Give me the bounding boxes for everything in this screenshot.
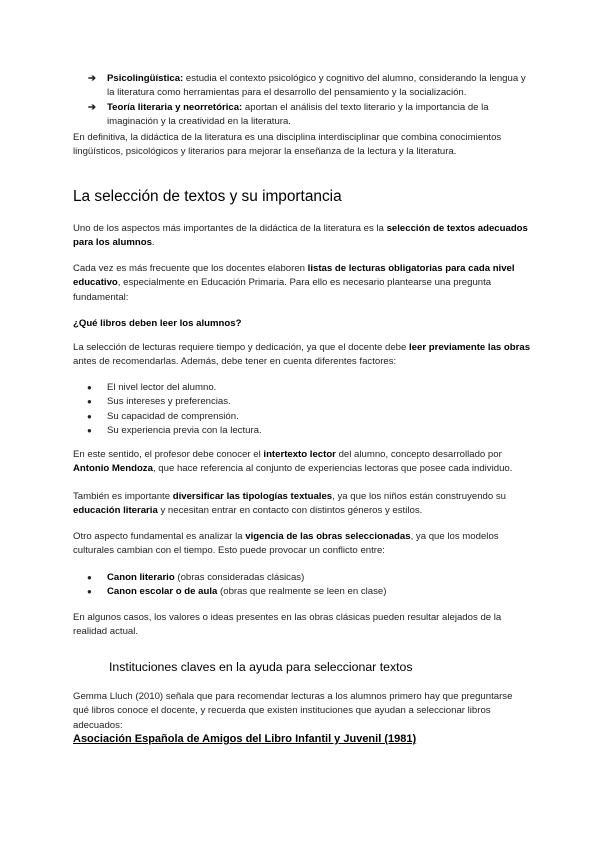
factors-list <box>73 381 531 439</box>
conclusion-paragraph: En definitiva, la didáctica de la literatura es una disciplina interdisciplinar que combina conocimientos lingüísticos, psicológicos y literarios para mejorar la enseñanza de la lectura y la literatura. <box>73 132 502 158</box>
list-item: ➔ Teoría literaria y neorretórica: aportan el análisis del texto literario y la importancia de la imaginación y la creatividad en la literatura. <box>88 101 489 128</box>
paragraph: Cada vez es más frecuente que los docentes elaboren listas de lecturas obligatorias para cada nivel educativo, especialmente en Educación Primaria. Para ello es necesario plantearse una pregunta fundamental: <box>73 263 515 303</box>
arrow-icon: ➔ <box>88 73 97 84</box>
paragraph: En algunos casos, los valores o ideas presentes en las obras clásicas pueden resultar alejados de la realidad actual. <box>73 612 502 638</box>
paragraph: En este sentido, el profesor debe conocer el intertexto lector del alumno, concepto desarrollado por Antonio Mendoza, que hace referencia al conjunto de experiencias lectoras que posee cada individuo. <box>73 449 513 475</box>
list-item: ● Canon escolar o de aula (obras que realmente se leen en clase) <box>73 585 531 599</box>
paragraph: Otro aspecto fundamental es analizar la vigencia de las obras seleccionadas, ya que los modelos culturales cambian con el tiempo. Esto puede provocar un conflicto entre: <box>73 531 499 557</box>
bullet-icon: ● <box>87 411 92 421</box>
paragraph: También es importante diversificar las tipologías textuales, ya que los niños están construyendo su educación literaria y necesitan entrar en contacto con distintos géneros y estilos. <box>73 491 507 517</box>
canon-list <box>73 571 531 600</box>
list-item: ● Canon literario (obras consideradas clásicas) <box>73 571 531 585</box>
bullet-icon: ● <box>87 573 92 582</box>
bullet-icon: ● <box>87 426 92 436</box>
subheading-asociacion: Asociación Española de Amigos del Libro Infantil y Juvenil (1981) <box>73 733 417 745</box>
question: ¿Qué libros deben leer los alumnos? <box>73 318 242 329</box>
bullet-icon: ● <box>87 587 92 597</box>
paragraph: La selección de lecturas requiere tiempo y dedicación, ya que el docente debe leer previamente las obras antes de recomendarlas. Además, debe tener en cuenta diferentes factores: <box>73 342 531 368</box>
list-item: ➔ Psicolingüística: estudia el contexto psicológico y cognitivo del alumno, considerando la lengua y la literatura como herramientas para el desarrollo del pensamiento y la socialización. <box>88 73 526 99</box>
bullet-icon: ● <box>87 397 92 407</box>
arrow-icon: ➔ <box>88 101 97 113</box>
bullet-icon: ● <box>87 383 92 392</box>
disciplines-list <box>73 72 533 130</box>
paragraph: Uno de los aspectos más importantes de la didáctica de la literatura es la selección de textos adecuados para los alumnos. <box>73 223 528 249</box>
list-item: ● Su experiencia previa con la lectura. <box>73 424 531 438</box>
subsection-heading: Instituciones claves en la ayuda para seleccionar textos <box>109 660 413 674</box>
section-heading: La selección de textos y su importancia <box>73 188 342 205</box>
list-item: ● Su capacidad de comprensión. <box>73 410 531 424</box>
list-item: ● Sus intereses y preferencias. <box>73 395 531 409</box>
list-item: ● El nivel lector del alumno. <box>73 381 531 395</box>
paragraph: Gemma Lluch (2010) señala que para recomendar lecturas a los alumnos primero hay que preguntarse qué libros conoce el docente, y recuerda que existen instituciones que ayudan a seleccionar libros adecuados: <box>73 691 513 731</box>
